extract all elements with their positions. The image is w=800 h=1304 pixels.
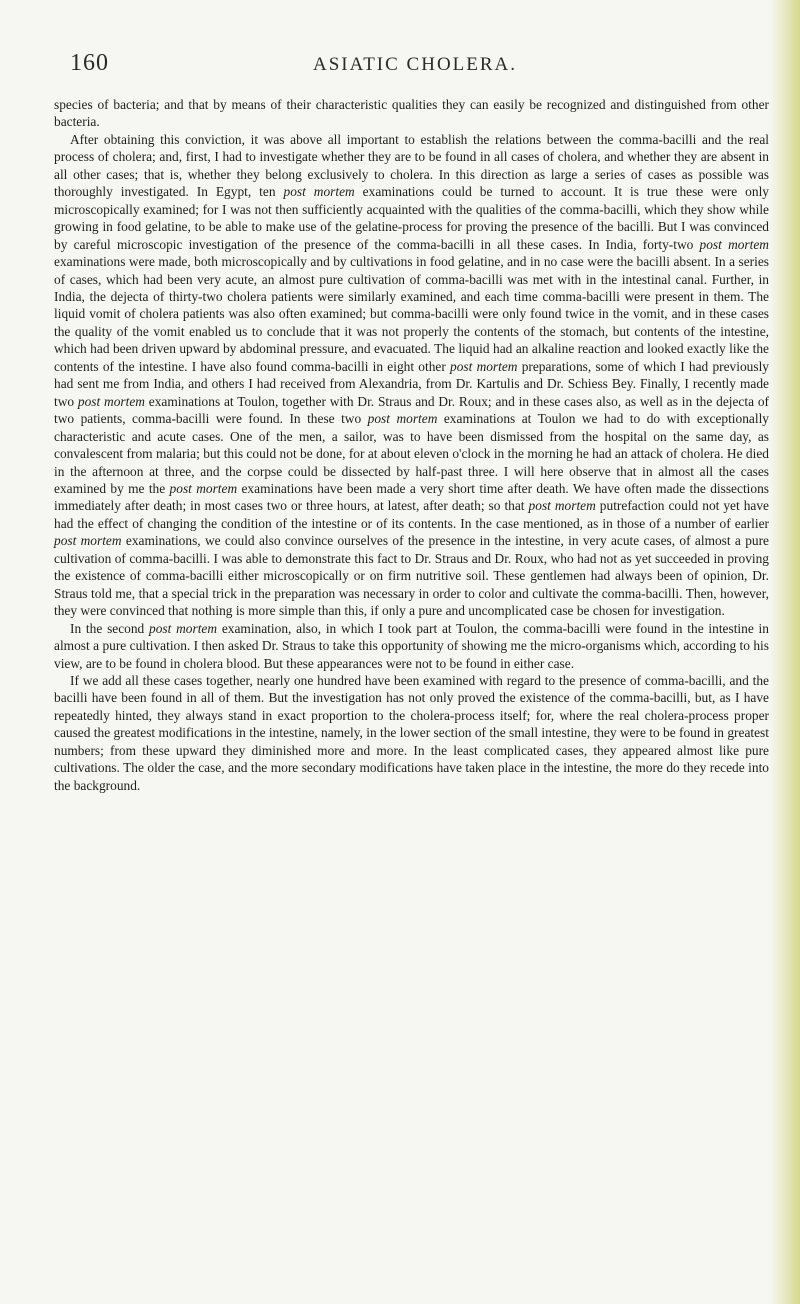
paragraph-4: If we add all these cases together, nearly one hundred have been examined with regard to the presence of comma-bacilli, and the bacilli have been found in all of them. But the investigation has not only proved the existence of the comma-bacilli, but, as I have repeatedly hinted, they always stand in exact proportion to the cholera-process itself; for, where the real cholera-process proper caused the greatest modifications in the intestine, namely, in the lower section of the small intestine, they were to be found in greatest numbers; from these upward they diminished more and more. In the least complicated cases, they appeared almost like pure cultivations. The older the case, and the more secondary modifications have taken place in the intestine, the more do they recede into the background. <box>54 672 769 793</box>
paragraph-2: After obtaining this conviction, it was above all important to establish the relations between the comma-bacilli and the real process of cholera; and, first, I had to investigate whether they are to be found in all cases of cholera, and whether they are absent in all other cases; that is, whether they belong exclusively to cholera. In this direction as large a series of cases as possible was thoroughly investigated. In Egypt, ten post mortem examinations could be turned to account. It is true these were only microscopically examined; for I was not then sufficiently acquainted with the qualities of the comma-bacilli, which they show while growing in food gelatine, to be able to make use of the gelatine-process for proving the presence of the bacilli. But I was convinced by careful microscopic investigation of the presence of the comma-bacilli in all these cases. In India, forty-two post mortem examinations were made, both microscopically and by cultivations in food gelatine, and in no case were the bacilli absent. In a series of cases, which had been very acute, an almost pure cultivation of comma-bacilli was met with in the intestinal canal. Further, in India, the dejecta of thirty-two cholera patients were similarly examined, and each time comma-bacilli were present in them. The liquid vomit of cholera patients was also often examined; but comma-bacilli were only found twice in the vomit, and in these cases the quality of the vomit enabled us to conclude that it was not properly the contents of the stomach, but contents of the intestine, which had been driven upward by abdominal pressure, and evacuated. The liquid had an alkaline reaction and looked exactly like the contents of the intestine. I have also found comma-bacilli in eight other post mortem preparations, some of which I had previously had sent me from India, and others I had received from Alexandria, from Dr. Kartulis and Dr. Schiess Bey. Finally, I recently made two post mortem examinations at Toulon, together with Dr. Straus and Dr. Roux; and in these cases also, as well as in the dejecta of two patients, comma-bacilli were found. In these two post mortem examinations at Toulon we had to do with exceptionally characteristic and acute cases. One of the men, a sailor, was to have been dismissed from the hospital on the same day, as convalescent from malaria; but this could not be done, for at about eleven o'clock in the morning he had an attack of cholera. He died in the afternoon at three, and the corpse could be dissected by half-past three. I will here observe that in almost all the cases examined by me the post mortem examinations have been made a very short time after death. We have often made the dissections immediately after death; in most cases two or three hours, at latest, after death; so that post mortem putrefaction could not yet have had the effect of changing the condition of the intestine or of its contents. In the case mentioned, as in those of a number of earlier post mortem examinations, we could also convince ourselves of the presence in the intestine, in very acute cases, of almost a pure cultivation of comma-bacilli. I was able to demonstrate this fact to Dr. Straus and Dr. Roux, who had not as yet succeeded in proving the existence of comma-bacilli either microscopically or on firm nutritive soil. These gentlemen had always been of opinion, Dr. Straus told me, that a special trick in the preparation was necessary in order to color and cultivate the comma-bacilli. Then, however, they were convinced that nothing is more simple than this, if only a pure and uncomplicated case be chosen for investigation. <box>54 131 769 619</box>
body-text <box>54 96 769 794</box>
paragraph-3: In the second post mortem examination, also, in which I took part at Toulon, the comma-bacilli were found in the intestine in almost a pure cultivation. I then asked Dr. Straus to take this opportunity of showing me the micro-organisms which, according to his view, are to be found in cholera blood. But these appearances were not to be found in either case. <box>54 620 769 671</box>
page-header <box>70 50 760 82</box>
page-edge-discoloration <box>770 0 800 1304</box>
page-number: 160 <box>70 50 109 76</box>
running-title: ASIATIC CHOLERA. <box>312 54 518 75</box>
paragraph-1: species of bacteria; and that by means of their characteristic qualities they can easily be recognized and distinguished from other bacteria. <box>54 97 769 130</box>
